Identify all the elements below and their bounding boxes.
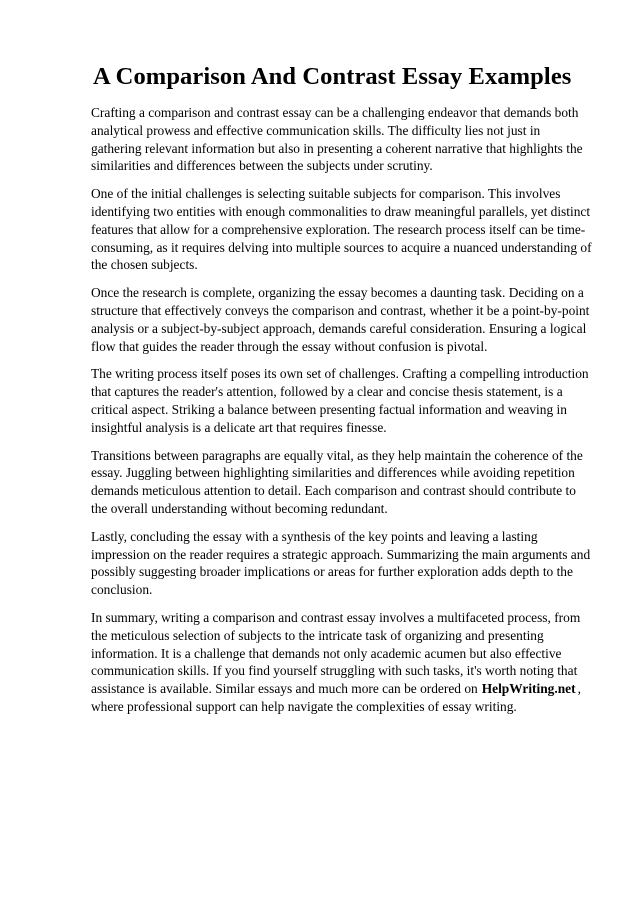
brand-name: HelpWriting.net [481, 681, 576, 697]
paragraph-4: The writing process itself poses its own set of challenges. Crafting a compelling introduction that captures the reader's attention, followed by a clear and concise thesis statement, is a critical aspect. Striking a balance between presenting factual information and weaving in insightful analysis is a delicate art that requires finesse. [91, 366, 589, 435]
document-title: A Comparison And Contrast Essay Examples [93, 63, 572, 90]
summary-text-end: , where professional support can help navigate the complexities of essay writing. [91, 681, 581, 714]
paragraph-3: Once the research is complete, organizing the essay becomes a daunting task. Deciding on a structure that effectively conveys the comparison and contrast, whether it be a point-by-point analysis or a subject-by-subject approach, demands careful consideration. Ensuring a logical flow that guides the reader through the essay without confusion is pivotal. [91, 285, 590, 354]
summary-text: In summary, writing a comparison and contrast essay involves a multifaceted process, from the meticulous selection of subjects to the intricate task of organizing and presenting information. It is a challenge that demands not only academic acumen but also effective communication skills. If you find yourself struggling with such tasks, it's worth noting that assistance is available. Similar essays and much more can be ordered on [91, 609, 581, 697]
paragraph-7 [91, 609, 594, 716]
paragraph-1: Crafting a comparison and contrast essay can be a challenging endeavor that demands both analytical prowess and effective communication skills. The difficulty lies not just in gathering relevant information but also in presenting a coherent narrative that highlights the similarities and differences between the subjects under scrutiny. [91, 105, 583, 174]
paragraph-2: One of the initial challenges is selecting suitable subjects for comparison. This involves identifying two entities with enough commonalities to draw meaningful parallels, yet distinct features that allow for a comprehensive exploration. The research process itself can be time-consuming, as it requires delving into multiple sources to acquire a nuanced understanding of the chosen subjects. [91, 186, 592, 273]
paragraph-5: Transitions between paragraphs are equally vital, as they help maintain the coherence of the essay. Juggling between highlighting similarities and differences while avoiding repetition demands meticulous attention to detail. Each comparison and contrast should contribute to the overall understanding without becoming redundant. [91, 447, 583, 516]
paragraph-6: Lastly, concluding the essay with a synthesis of the key points and leaving a lasting impression on the reader requires a strategic approach. Summarizing the main arguments and possibly suggesting broader implications or areas for further exploration adds depth to the conclusion. [91, 528, 591, 598]
